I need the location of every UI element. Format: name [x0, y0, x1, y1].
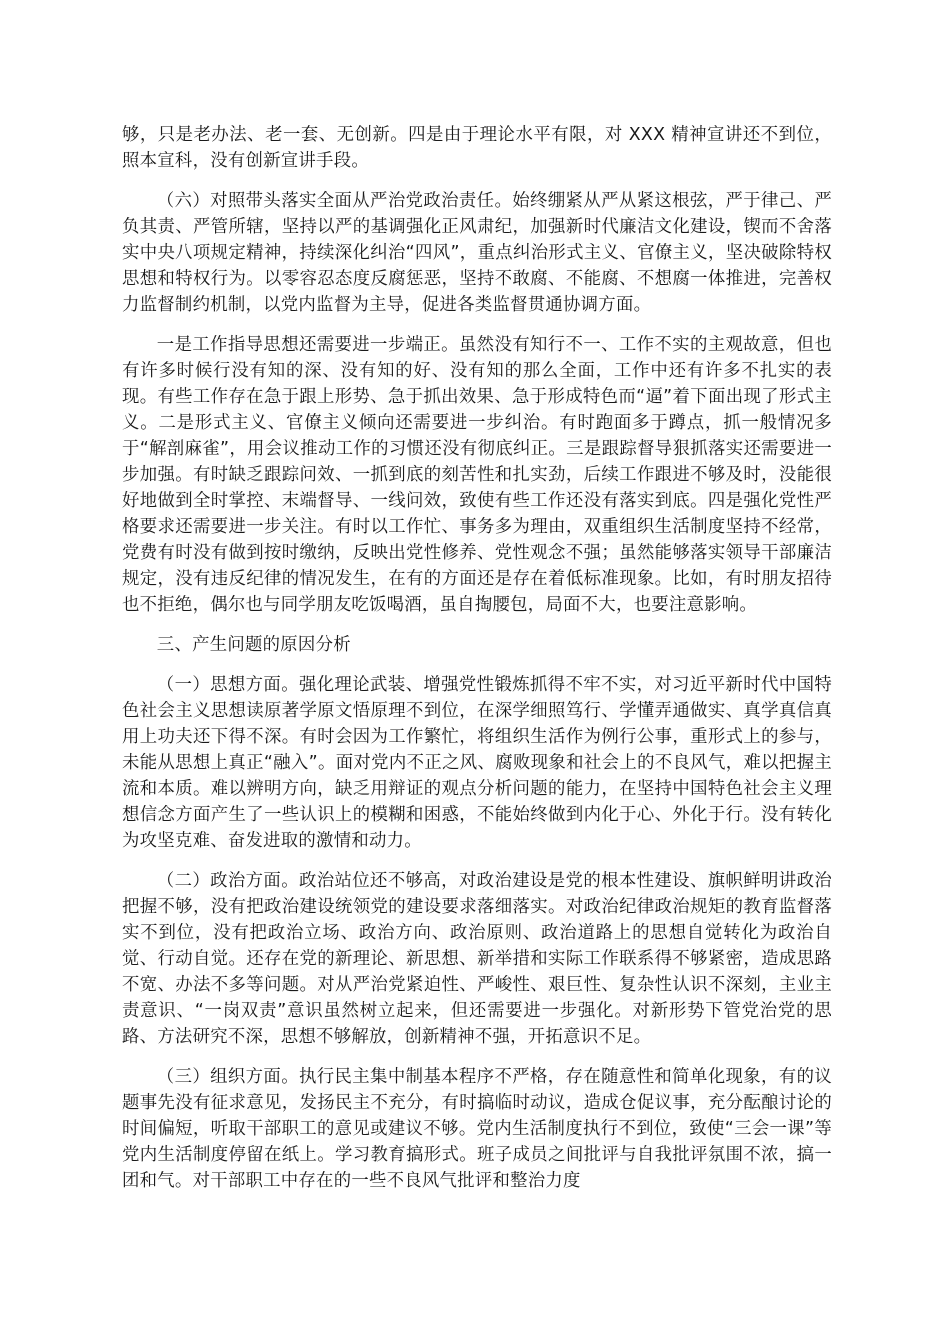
paragraph-ideology: （一）思想方面。强化理论武装、增强党性锻炼抓得不牢不实，对习近平新时代中国特色社会主义思想读原著学原文悟原理不到位，在深学细照笃行、学懂弄通做实、真学真信真用上功夫还下得不深。有时会因为工作繁忙，将组织生活作为例行公事，重形式上的参与，未能从思想上真正“融入”。面对党内不正之风、腐败现象和社会上的不良风气，难以把握主流和本质。难以辨明方向，缺乏用辩证的观点分析问题的能力，在坚持中国特色社会主义理想信念方面产生了一些认识上的模糊和困惑，不能始终做到内化于心、外化于行。没有转化为攻坚克难、奋发进取的激情和动力。	[122, 675, 832, 851]
section-heading-cause-analysis: 三、产生问题的原因分析	[156, 635, 351, 655]
paragraph-organization: （三）组织方面。执行民主集中制基本程序不严格，存在随意性和简单化现象，有的议题事先没有征求意见，发扬民主不充分，有时搞临时动议，造成仓促议事，充分酝酿讨论的时间偏短，听取干部职工的意见或建议不够。党内生活制度执行不到位，致使“三会一课”等党内生活制度停留在纸上。学习教育搞形式。班子成员之间批评与自我批评氛围不浓，搞一团和气。对干部职工中存在的一些不良风气批评和整治力度	[122, 1067, 832, 1191]
paragraph-section-six: （六）对照带头落实全面从严治党政治责任。始终绷紧从严从紧这根弦，严于律己、严负其责、严管所辖，坚持以严的基调强化正风肃纪，加强新时代廉洁文化建设，锲而不舍落实中央八项规定精神，持续深化纠治“四风”，重点纠治形式主义、官僚主义，坚决破除特权思想和特权行为。以零容忍态度反腐惩恶，坚持不敢腐、不能腐、不想腐一体推进，完善权力监督制约机制，以党内监督为主导，促进各类监督贯通协调方面。	[122, 191, 832, 315]
paragraph-continuation: 够，只是老办法、老一套、无创新。四是由于理论水平有限，对 XXX 精神宣讲还不到位，照本宣科，没有创新宣讲手段。	[122, 125, 832, 171]
document-body	[122, 122, 832, 1208]
paragraph-politics: （二）政治方面。政治站位还不够高，对政治建设是党的根本性建设、旗帜鲜明讲政治把握不够，没有把政治建设统领党的建设要求落细落实。对政治纪律政治规矩的教育监督落实不到位，没有把政治立场、政治方向、政治原则、政治道路上的思想自觉转化为政治自觉、行动自觉。还存在党的新理论、新思想、新举措和实际工作联系得不够紧密，造成思路不宽、办法不多等问题。对从严治党紧迫性、严峻性、艰巨性、复杂性认识不深刻，主业主责意识、“一岗双责”意识虽然树立起来，但还需要进一步强化。对新形势下管党治党的思路、方法研究不深，思想不够解放，创新精神不强，开拓意识不足。	[122, 871, 832, 1047]
paragraph-problems-list: 一是工作指导思想还需要进一步端正。虽然没有知行不一、工作不实的主观故意，但也有许多时候行没有知的深、没有知的好、没有知的那么全面，工作中还有许多不扎实的表现。有些工作存在急于跟上形势、急于抓出效果、急于形成特色而“逼”着下面出现了形式主义。二是形式主义、官僚主义倾向还需要进一步纠治。有时跑面多于蹲点，抓一般情况多于“解剖麻雀”，用会议推动工作的习惯还没有彻底纠正。三是跟踪督导狠抓落实还需要进一步加强。有时缺乏跟踪问效、一抓到底的刻苦性和扎实劲，后续工作跟进不够及时，没能很好地做到全时掌控、末端督导、一线问效，致使有些工作还没有落实到底。四是强化党性严格要求还需要进一步关注。有时以工作忙、事务多为理由，双重组织生活制度坚持不经常，党费有时没有做到按时缴纳，反映出党性修养、党性观念不强；虽然能够落实领导干部廉洁规定，没有违反纪律的情况发生，在有的方面还是存在着低标准现象。比如，有时朋友招待也不拒绝，偶尔也与同学朋友吃饭喝酒，虽自掏腰包，局面不大，也要注意影响。	[122, 335, 832, 615]
